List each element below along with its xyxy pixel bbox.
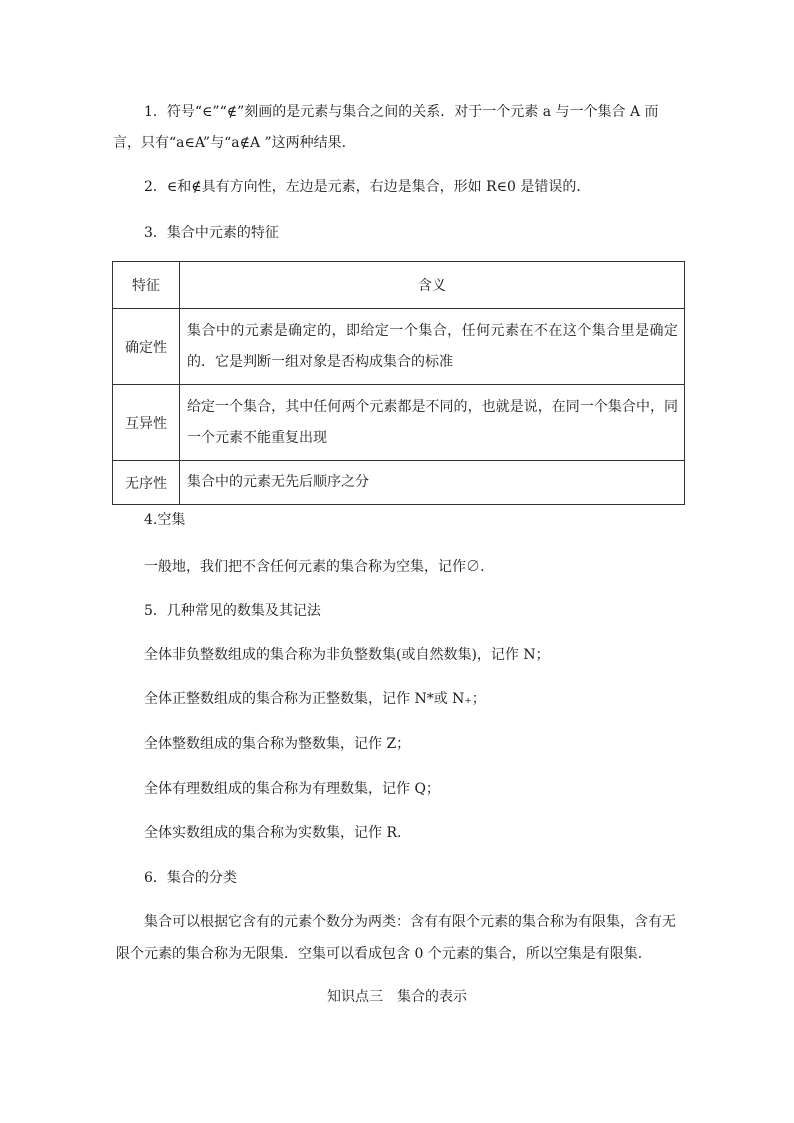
table-cell-feature: 确定性	[113, 309, 180, 385]
table-row	[113, 309, 685, 385]
table-cell-meaning: 集合中的元素是确定的，即给定一个集合，任何元素在不在这个集合里是确定的．它是判断一组对象是否构成集合的标准	[180, 309, 685, 385]
element-features-table	[112, 261, 685, 505]
paragraph-4-title: 4.空集	[144, 512, 186, 528]
table-cell-meaning: 给定一个集合，其中任何两个元素都是不同的，也就是说，在同一个集合中，同一个元素不能重复出现	[180, 385, 685, 461]
number-set-item: 全体非负整数组成的集合称为非负整数集(或自然数集)，记作 N；	[144, 647, 550, 663]
section-heading: 知识点三 集合的表示	[327, 989, 467, 1005]
paragraph-6-title: 6．集合的分类	[144, 870, 237, 886]
table-row	[113, 461, 685, 505]
number-set-item: 全体有理数组成的集合称为有理数集，记作 Q；	[144, 781, 440, 797]
table-cell-meaning: 集合中的元素无先后顺序之分	[180, 461, 685, 505]
number-set-item: 全体实数组成的集合称为实数集，记作 R.	[144, 825, 402, 841]
paragraph-1-line-1: 1．符号“∈”“∉”刻画的是元素与集合之间的关系．对于一个元素 a 与一个集合 A 而	[144, 104, 659, 120]
number-set-item: 全体整数组成的集合称为整数集，记作 Z；	[144, 736, 411, 752]
table-header-feature: 特征	[113, 262, 180, 309]
paragraph-4-body: 一般地，我们把不含任何元素的集合称为空集，记作∅.	[144, 559, 485, 575]
paragraph-3-title: 3．集合中元素的特征	[144, 225, 279, 241]
paragraph-2: 2．∈和∉具有方向性，左边是元素，右边是集合，形如 R∈0 是错误的．	[144, 179, 591, 195]
paragraph-6-line-2: 限个元素的集合称为无限集．空集可以看成包含 0 个元素的集合，所以空集是有限集．	[116, 946, 652, 962]
table-cell-feature: 无序性	[113, 461, 180, 505]
table-cell-feature: 互异性	[113, 385, 180, 461]
paragraph-1-line-2: 言，只有“a∈A”与“a∉A ”这两种结果．	[113, 135, 356, 151]
table-row	[113, 385, 685, 461]
paragraph-5-title: 5．几种常见的数集及其记法	[144, 603, 321, 619]
number-set-item: 全体正整数组成的集合称为正整数集，记作 N*或 N₊；	[144, 691, 486, 707]
table-header-meaning: 含义	[180, 262, 685, 309]
table-header-row	[113, 262, 685, 309]
paragraph-6-line-1: 集合可以根据它含有的元素个数分为两类：含有有限个元素的集合称为有限集，含有无	[144, 914, 676, 930]
